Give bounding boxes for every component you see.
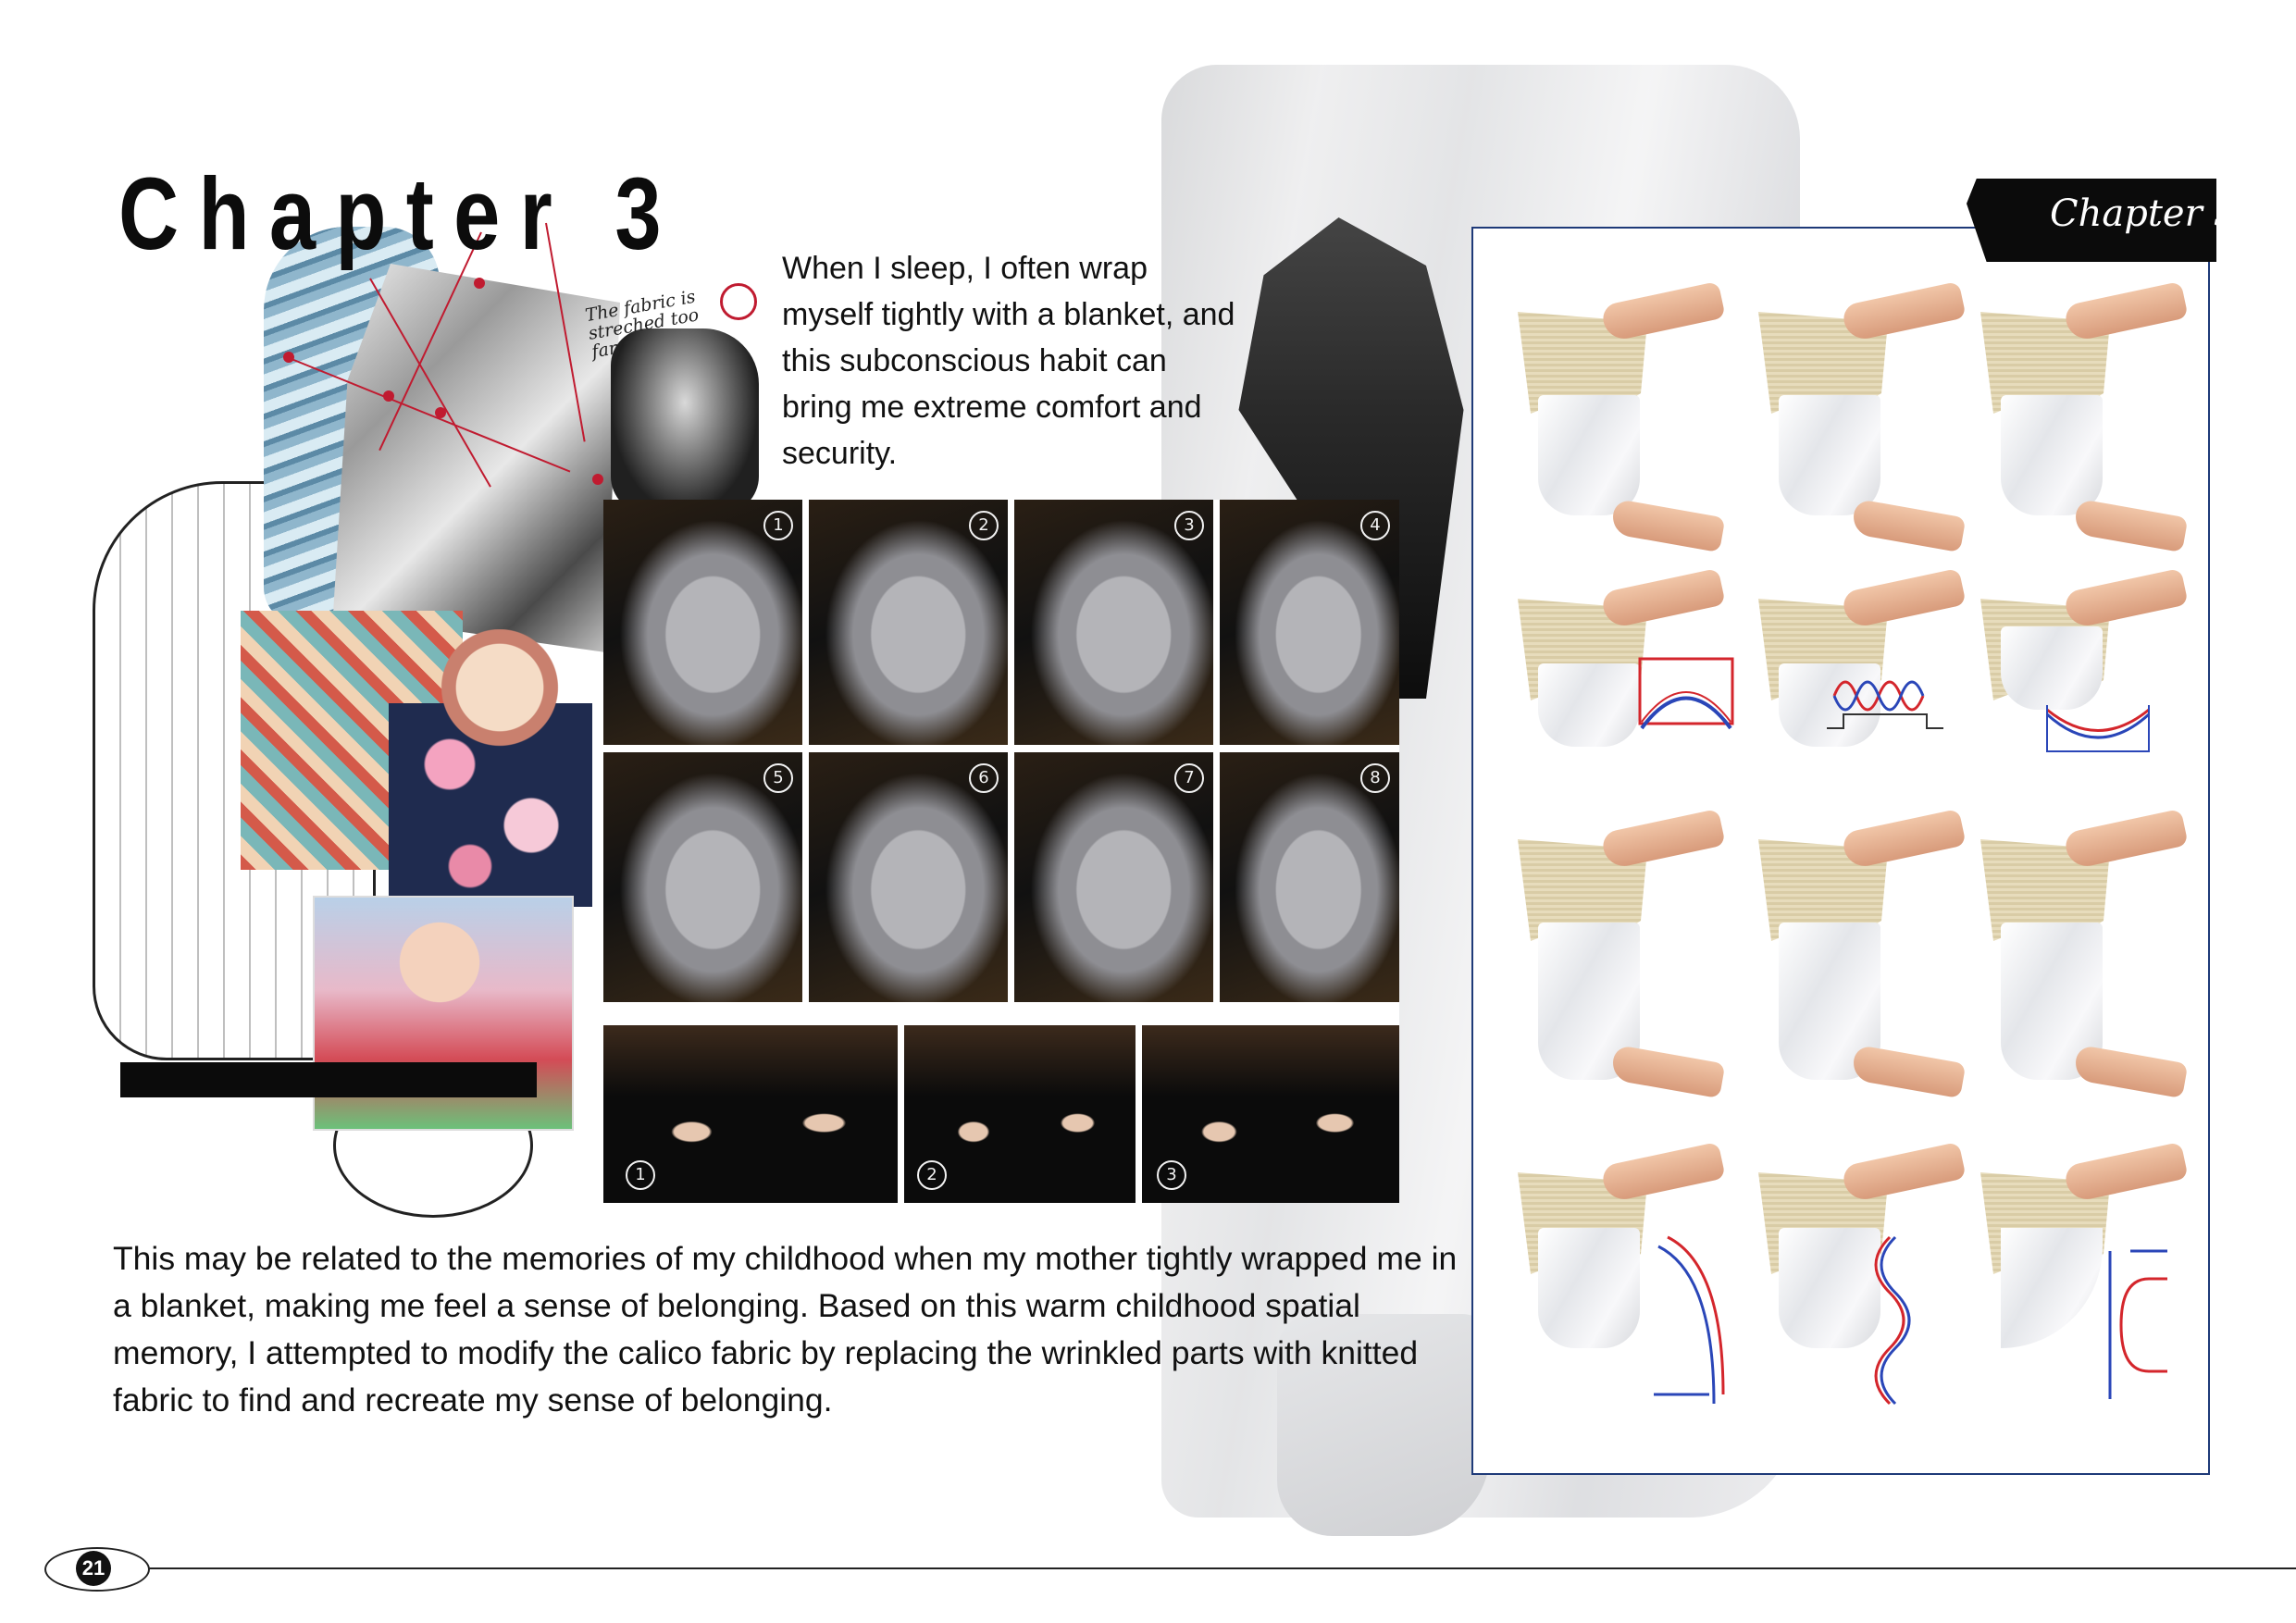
- sequence-number: 6: [969, 763, 999, 793]
- intro-paragraph: When I sleep, I often wrap myself tightly with a blanket, and this subconscious habit can bring me extreme comfort and security.: [782, 251, 1235, 471]
- sequence-number: 7: [1174, 763, 1204, 793]
- seam-sketch-arch: [1631, 650, 1742, 751]
- wrapping-sequence-photo-grid: [603, 500, 1399, 1203]
- calico-fabric: [2001, 1228, 2103, 1348]
- hand-arm: [2063, 1142, 2188, 1203]
- hand-arm: [1851, 499, 1967, 552]
- baby-face-in-photo: [389, 911, 490, 1013]
- handwritten-annotation: The fabric is streched too far.: [583, 286, 701, 363]
- sequence-number: 1: [763, 511, 793, 540]
- page-number: 21: [76, 1551, 111, 1586]
- footer-rule: [139, 1567, 2296, 1569]
- sequence-number: 2: [969, 511, 999, 540]
- fabric-experiment-panel: [1471, 227, 2210, 1475]
- hand-arm: [2063, 568, 2188, 629]
- sleeping-photo: [904, 1025, 1136, 1203]
- hand-arm: [1841, 568, 1966, 629]
- seam-sketch-c-shape: [2103, 1242, 2186, 1408]
- hand-arm: [1841, 1142, 1966, 1203]
- annotation-dot: [474, 278, 485, 289]
- fabric-sample-cell: [1510, 571, 1723, 784]
- sequence-number: 1: [626, 1160, 655, 1190]
- calico-fabric: [1538, 395, 1640, 515]
- hand-arm: [1610, 499, 1726, 552]
- sequence-photo: [603, 752, 802, 1002]
- seam-sketch-curve: [1649, 1228, 1742, 1413]
- hand-arm: [2063, 809, 2188, 870]
- sequence-number: 3: [1174, 511, 1204, 540]
- fabric-sample-cell: [1751, 812, 1964, 1108]
- fabric-sample-cell: [1973, 812, 2186, 1108]
- hand-arm: [2063, 281, 2188, 342]
- calico-fabric: [1538, 1228, 1640, 1348]
- sequence-number: 8: [1360, 763, 1390, 793]
- hand-arm: [1851, 1045, 1967, 1098]
- hand-arm: [2073, 1045, 2189, 1098]
- calico-fabric: [1538, 663, 1640, 747]
- annotation-dot: [435, 407, 446, 418]
- annotation-dot: [592, 474, 603, 485]
- sleeping-photo: [1142, 1025, 1399, 1203]
- sequence-number: 3: [1157, 1160, 1186, 1190]
- sequence-photo: [1014, 500, 1213, 745]
- baby-face-collage: [435, 629, 565, 759]
- sequence-photo: [809, 752, 1008, 1002]
- sequence-photo: [603, 500, 802, 745]
- hand-arm: [1600, 568, 1725, 629]
- hand-arm: [1600, 809, 1725, 870]
- sequence-number: 4: [1360, 511, 1390, 540]
- sequence-photo: [1014, 752, 1213, 1002]
- bw-body-photo-collage: [333, 264, 620, 652]
- sequence-number: 2: [917, 1160, 947, 1190]
- hand-arm: [2073, 499, 2189, 552]
- sequence-photo: [809, 500, 1008, 745]
- chapter-tab-label: Chapter 3: [2050, 192, 2238, 235]
- annotation-dot: [283, 352, 294, 363]
- fabric-sample-cell: [1751, 284, 1964, 562]
- body-paragraph: This may be related to the memories of my childhood when my mother tightly wrapped me in a blanket, making me feel a sense of belonging. Based on this warm childhood spatial memory, I attempted to modify the calico fabric by replacing the wrinkled parts with knitted fabric to find and recreate my sense of belonging.: [113, 1240, 1458, 1419]
- calico-fabric: [1779, 395, 1880, 515]
- sequence-photo: [1220, 500, 1399, 745]
- hand-arm: [1841, 281, 1966, 342]
- hand-arm: [1841, 809, 1966, 870]
- fabric-sample-cell: [1510, 1145, 1723, 1459]
- seam-sketch-wave-vertical: [1853, 1233, 1927, 1427]
- seam-sketch-lens: [2038, 687, 2158, 770]
- seam-sketch-waves: [1825, 650, 1945, 751]
- hand-arm: [1610, 1045, 1726, 1098]
- fabric-sample-cell: [1751, 1145, 1964, 1459]
- black-bar-decoration: [120, 1062, 537, 1097]
- hand-photo-collage: [611, 328, 759, 514]
- annotation-circle: [720, 283, 757, 320]
- sequence-number: 5: [763, 763, 793, 793]
- sequence-photo: [1220, 752, 1399, 1002]
- fabric-sample-cell: [1510, 284, 1723, 562]
- hand-arm: [1600, 1142, 1725, 1203]
- hand-arm: [1600, 281, 1725, 342]
- sleeping-photo: [603, 1025, 898, 1203]
- chapter-title: Chapter 3: [118, 157, 681, 271]
- fabric-sample-cell: [1751, 571, 1964, 784]
- fabric-sample-cell: [1973, 1145, 2186, 1459]
- fabric-sample-cell: [1973, 571, 2186, 784]
- fabric-sample-cell: [1510, 812, 1723, 1108]
- calico-fabric: [2001, 395, 2103, 515]
- fabric-sample-cell: [1973, 284, 2186, 562]
- annotation-dot: [383, 390, 394, 402]
